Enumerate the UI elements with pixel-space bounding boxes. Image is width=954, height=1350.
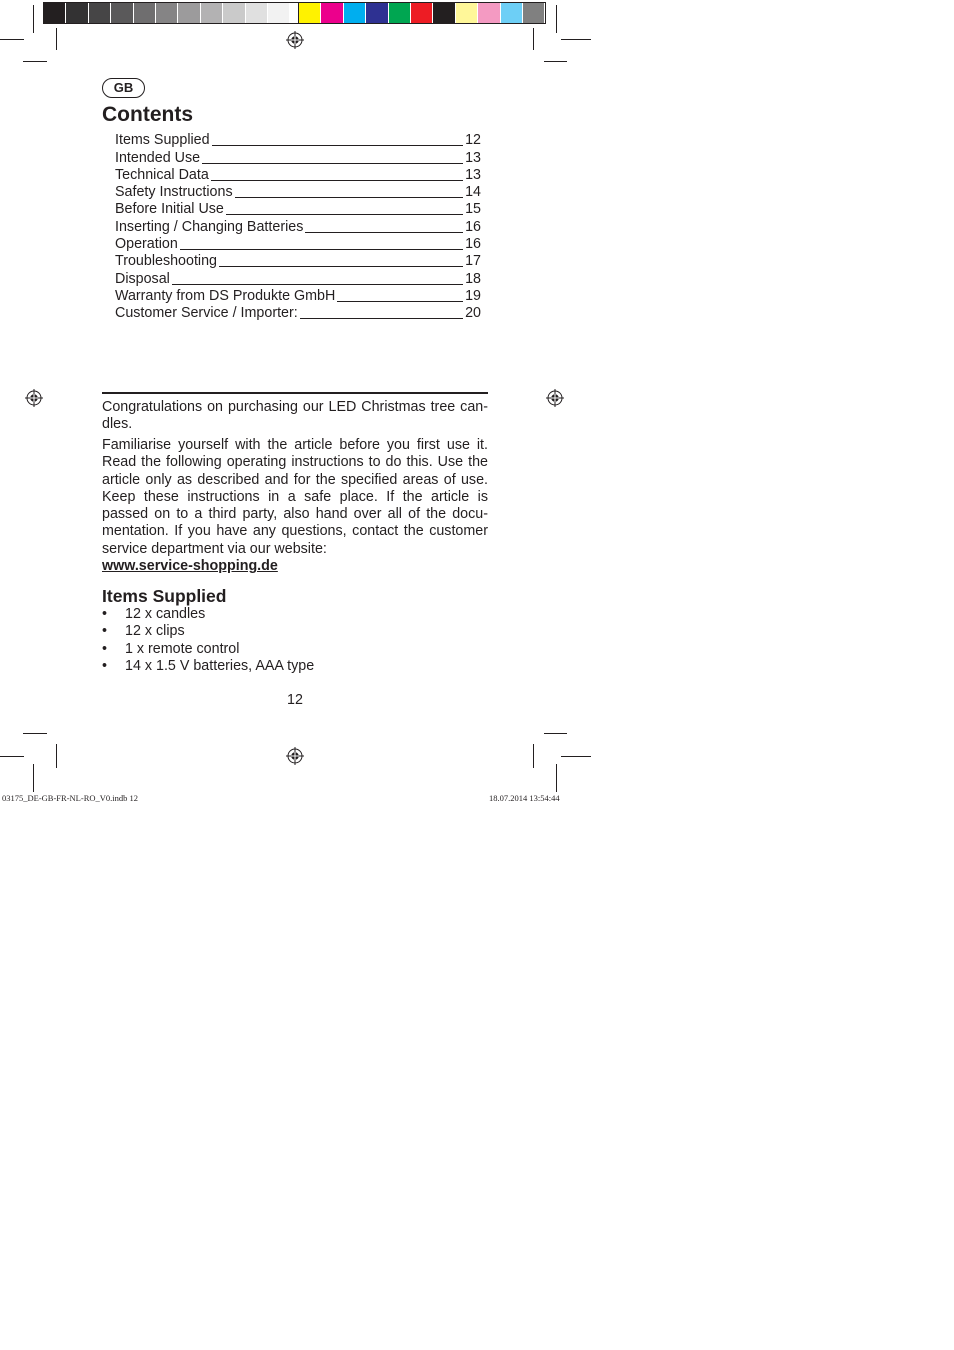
- toc-leader-line: [180, 249, 463, 250]
- crop-mark: [0, 756, 24, 757]
- crop-mark: [23, 733, 47, 734]
- toc-entry: [115, 235, 481, 252]
- toc-entry: [115, 166, 481, 183]
- crop-mark: [56, 28, 57, 50]
- crop-mark: [556, 764, 557, 792]
- crop-mark: [56, 744, 57, 768]
- crop-mark: [544, 61, 567, 62]
- toc-entry-page: 18: [465, 270, 481, 287]
- color-swatch: [44, 3, 66, 23]
- toc-entry: [115, 131, 481, 148]
- toc-leader-line: [300, 318, 463, 319]
- toc-entry-title: Disposal: [115, 270, 170, 287]
- color-swatch: [89, 3, 111, 23]
- table-of-contents: [115, 131, 481, 321]
- toc-entry-page: 16: [465, 236, 481, 253]
- file-slug: 03175_DE-GB-FR-NL-RO_V0.indb 12: [2, 793, 138, 803]
- date-slug: 18.07.2014 13:54:44: [489, 793, 560, 803]
- list-item: [102, 623, 314, 640]
- language-badge: GB: [102, 78, 145, 98]
- crop-mark: [556, 5, 557, 33]
- crop-mark: [33, 5, 34, 33]
- color-swatch: [478, 3, 500, 23]
- toc-entry-title: Technical Data: [115, 166, 209, 183]
- toc-entry: [115, 269, 481, 286]
- website-link[interactable]: www.service-shopping.de: [102, 558, 278, 574]
- toc-leader-line: [172, 284, 463, 285]
- color-swatch: [433, 3, 455, 23]
- list-item-text: 12 x clips: [125, 623, 185, 640]
- color-swatch: [389, 3, 411, 23]
- bullet-icon: •: [102, 640, 108, 657]
- list-item-text: 14 x 1.5 V batteries, AAA type: [125, 657, 315, 674]
- color-swatch: [246, 3, 268, 23]
- bullet-icon: •: [102, 657, 108, 674]
- toc-leader-line: [226, 214, 463, 215]
- crop-mark: [533, 744, 534, 768]
- toc-entry: [115, 217, 481, 234]
- toc-entry: [115, 148, 481, 165]
- toc-leader-line: [202, 163, 463, 164]
- toc-leader-line: [219, 266, 463, 267]
- section-divider: [102, 392, 488, 394]
- toc-entry-page: 13: [465, 166, 481, 183]
- registration-mark-icon: [546, 389, 564, 407]
- contents-heading: Contents: [102, 103, 193, 126]
- color-swatch: [111, 3, 133, 23]
- grayscale-color-bar: [43, 2, 314, 24]
- toc-leader-line: [235, 197, 463, 198]
- color-swatch: [66, 3, 88, 23]
- toc-entry-page: 13: [465, 149, 481, 166]
- toc-leader-line: [337, 301, 463, 302]
- toc-leader-line: [305, 232, 463, 233]
- color-swatch: [268, 3, 290, 23]
- crop-mark: [23, 61, 47, 62]
- color-swatch: [134, 3, 156, 23]
- crop-mark: [533, 28, 534, 50]
- toc-entry-title: Safety Instructions: [115, 184, 233, 201]
- process-color-bar: [298, 2, 546, 24]
- list-item: [102, 658, 314, 675]
- toc-entry-title: Before Initial Use: [115, 201, 224, 218]
- toc-leader-line: [211, 180, 463, 181]
- crop-mark: [561, 756, 591, 757]
- toc-entry-title: Customer Service / Importer:: [115, 305, 298, 322]
- toc-entry-title: Items Supplied: [115, 132, 210, 149]
- toc-entry-page: 15: [465, 201, 481, 218]
- crop-mark: [33, 764, 34, 792]
- items-supplied-heading: Items Supplied: [102, 586, 227, 606]
- toc-entry-page: 17: [465, 253, 481, 270]
- toc-entry-title: Warranty from DS Produkte GmbH: [115, 287, 336, 304]
- color-swatch: [156, 3, 178, 23]
- list-item: [102, 641, 314, 658]
- crop-mark: [561, 39, 591, 40]
- intro-paragraph: Congratulations on purchasing our LED Christmas tree can-dles.: [102, 399, 488, 433]
- toc-entry-page: 14: [465, 184, 481, 201]
- crop-mark: [0, 39, 24, 40]
- color-swatch: [501, 3, 523, 23]
- color-swatch: [223, 3, 245, 23]
- toc-entry: [115, 304, 481, 321]
- toc-entry: [115, 252, 481, 269]
- registration-mark-icon: [286, 31, 304, 49]
- color-swatch: [299, 3, 321, 23]
- color-swatch: [321, 3, 343, 23]
- list-item-text: 1 x remote control: [125, 640, 240, 657]
- color-swatch: [366, 3, 388, 23]
- toc-entry-page: 19: [465, 287, 481, 304]
- crop-mark: [544, 733, 567, 734]
- page-number: 12: [287, 692, 303, 708]
- toc-entry-page: 16: [465, 218, 481, 235]
- color-swatch: [456, 3, 478, 23]
- bullet-icon: •: [102, 606, 108, 622]
- toc-entry-title: Operation: [115, 236, 178, 253]
- toc-entry-page: 12: [465, 132, 481, 149]
- toc-entry: [115, 200, 481, 217]
- toc-entry-title: Inserting / Changing Batteries: [115, 218, 304, 235]
- items-supplied-list: [102, 606, 314, 675]
- color-swatch: [523, 3, 545, 23]
- list-item: [102, 606, 314, 623]
- instructions-paragraph: Familiarise yourself with the article before you first use it. Read the following operating instructions to do this. Use the article only as described and for the specified areas of use. Keep these instructions in a safe place. If the article is passed on to a third party, also hand over all of the docu-mentation. If you have any questions, contact the customer service department via our website:: [102, 437, 488, 557]
- color-swatch: [411, 3, 433, 23]
- toc-entry-title: Troubleshooting: [115, 253, 217, 270]
- toc-entry: [115, 287, 481, 304]
- toc-entry: [115, 183, 481, 200]
- toc-entry-title: Intended Use: [115, 149, 201, 166]
- toc-entry-page: 20: [465, 305, 481, 322]
- color-swatch: [201, 3, 223, 23]
- registration-mark-icon: [25, 389, 43, 407]
- list-item-text: 12 x candles: [125, 606, 206, 622]
- bullet-icon: •: [102, 623, 108, 640]
- color-swatch: [344, 3, 366, 23]
- toc-leader-line: [212, 145, 463, 146]
- registration-mark-icon: [286, 747, 304, 765]
- color-swatch: [178, 3, 200, 23]
